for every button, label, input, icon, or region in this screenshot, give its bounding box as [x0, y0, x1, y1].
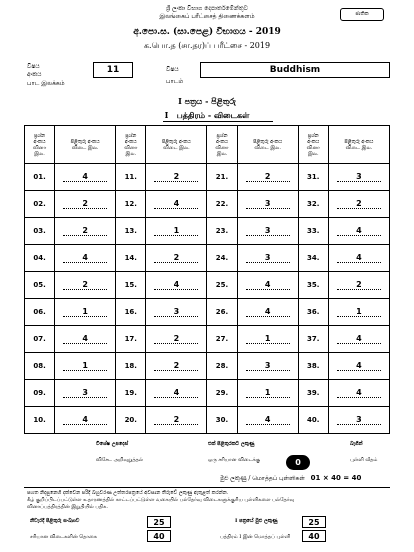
table-row	[25, 380, 390, 407]
answer-value: 4	[63, 172, 107, 182]
table-row	[25, 164, 390, 191]
table-row	[25, 407, 390, 434]
question-number: 05.	[25, 272, 55, 299]
answer-value: 1	[246, 388, 290, 398]
answer-value: 4	[63, 334, 107, 344]
table-row	[25, 191, 390, 218]
header-line: පිළිතුරු අංකය	[161, 138, 191, 145]
answer-value: 4	[154, 199, 198, 209]
answer-value: 4	[337, 388, 381, 398]
subject-label-si: විෂය	[166, 66, 179, 73]
header-line: අංකය	[124, 138, 137, 145]
question-number: 25.	[207, 272, 237, 299]
answer-value: 3	[63, 388, 107, 398]
correct-count-denominator: 40	[147, 530, 171, 542]
exam-title-sinhala: අ.පො.ස. (සා.පෙළ) විභාගය - 2019	[133, 27, 281, 37]
answer-number-header	[55, 126, 116, 164]
answer-value: 2	[63, 280, 107, 290]
correct-count-label-ta: சரியான விடைகளின் தொகை	[30, 534, 97, 540]
table-row	[25, 218, 390, 245]
answer-value: 4	[63, 253, 107, 263]
answer-value: 4	[154, 388, 198, 398]
answer-cell	[55, 299, 116, 326]
question-number: 01.	[25, 164, 55, 191]
header-line: ප්‍රශ්න	[216, 132, 228, 139]
header-line: අංකය	[216, 138, 229, 145]
answer-cell	[146, 164, 207, 191]
answer-value: 2	[63, 226, 107, 236]
answer-cell	[55, 272, 116, 299]
answer-cell	[55, 353, 116, 380]
answer-cell	[146, 218, 207, 245]
header-line: ප්‍රශ්න	[34, 132, 46, 139]
answer-cell	[328, 218, 389, 245]
answer-value: 3	[246, 253, 290, 263]
header-line: விடை இல.	[345, 144, 373, 151]
answer-value: 3	[246, 361, 290, 371]
answer-cell	[328, 299, 389, 326]
answer-value: 1	[337, 307, 381, 317]
answer-cell	[237, 380, 298, 407]
answer-value: 1	[154, 226, 198, 236]
answer-value: 4	[246, 415, 290, 425]
answer-cell	[146, 272, 207, 299]
header-line: இல.	[125, 150, 137, 157]
answer-value: 4	[246, 280, 290, 290]
question-number: 16.	[116, 299, 146, 326]
answer-cell	[55, 245, 116, 272]
marks-each-ta: புள்ளி வீதம்	[350, 457, 378, 463]
note-tamil-line1: கீழ் குறிப்பிடப்பட்டுள்ள உதாரணத்தில் காட்டப்பட்டுள்ள வகையில் பல்தேர்வு விடைகளுக்குரிய புள்ளிகளை பல்தேர்வு	[27, 497, 295, 503]
question-number-header	[25, 126, 55, 164]
marks-per-answer-badge: 0	[286, 455, 310, 470]
answer-cell	[328, 245, 389, 272]
answer-cell	[146, 353, 207, 380]
question-number: 02.	[25, 191, 55, 218]
answer-cell	[237, 218, 298, 245]
question-number: 13.	[116, 218, 146, 245]
header-line: விடை இல.	[254, 144, 281, 151]
question-number: 22.	[207, 191, 237, 218]
question-number: 34.	[298, 245, 328, 272]
answer-cell	[146, 299, 207, 326]
answer-number-header	[237, 126, 298, 164]
special-instructions-ta: விசேட அறிவுறுத்தல்	[96, 457, 144, 463]
question-number: 09.	[25, 380, 55, 407]
answer-cell	[55, 218, 116, 245]
answer-cell	[55, 164, 116, 191]
question-number: 08.	[25, 353, 55, 380]
question-number: 31.	[298, 164, 328, 191]
header-line: අංකය	[33, 138, 46, 145]
answer-cell	[328, 164, 389, 191]
answer-cell	[146, 380, 207, 407]
total-marks-line: මුළු ලකුණු / மொத்தப் புள்ளிகள் 01 × 40 = 40	[220, 474, 362, 482]
answer-cell	[146, 245, 207, 272]
paper1-total-numerator: 25	[302, 516, 326, 528]
answer-table	[24, 125, 390, 434]
question-number: 06.	[25, 299, 55, 326]
answer-cell	[328, 191, 389, 218]
question-number: 37.	[298, 326, 328, 353]
one-correct-si: එක් පිළිතුරකට ලකුණු	[208, 441, 255, 447]
answer-cell	[328, 353, 389, 380]
header-line: පිළිතුරු අංකය	[253, 138, 283, 145]
department-name-sinhala: ශ්‍රී ලංකා විභාග දෙපාර්තමේන්තුව	[165, 5, 248, 12]
answer-value: 2	[154, 415, 198, 425]
header-line: வினா	[32, 144, 47, 151]
table-row	[25, 272, 390, 299]
question-number: 10.	[25, 407, 55, 434]
subject-name: Buddhism	[269, 65, 321, 75]
stamp-box: ජාතික	[340, 8, 384, 21]
answer-value: 1	[63, 361, 107, 371]
answer-cell	[328, 380, 389, 407]
answer-value: 3	[246, 199, 290, 209]
answer-cell	[237, 299, 298, 326]
table-row	[25, 245, 390, 272]
answer-value: 3	[337, 172, 381, 182]
paper1-total-label-si: I පත්‍රයේ මුළු ලකුණු	[235, 518, 278, 524]
question-number: 26.	[207, 299, 237, 326]
question-number: 18.	[116, 353, 146, 380]
header-line: வினா	[306, 144, 320, 151]
question-number: 12.	[116, 191, 146, 218]
question-number: 24.	[207, 245, 237, 272]
answer-cell	[55, 191, 116, 218]
question-number: 04.	[25, 245, 55, 272]
header-line: අංකය	[307, 138, 320, 145]
answer-cell	[237, 245, 298, 272]
answer-value: 2	[337, 280, 381, 290]
answer-number-header	[146, 126, 207, 164]
answer-value: 4	[154, 280, 198, 290]
header-line: வினா	[215, 144, 229, 151]
answer-value: 4	[337, 253, 381, 263]
question-number: 23.	[207, 218, 237, 245]
question-number: 33.	[298, 218, 328, 245]
header-line: පිළිතුරු අංකය	[70, 138, 100, 145]
marks-each-si: බැගින්	[350, 441, 363, 447]
subject-number: 11	[106, 65, 120, 75]
note-sinhala: පහත නිදසුනෙහි දක්වෙන පරිදි බහුවරණ උත්තරපත්‍රයේ අවසාන තීරුවේ ලකුණු ඇතුළත් කරන්න.	[27, 490, 229, 496]
special-instructions-si: විශේෂ උපදෙස්	[96, 441, 129, 447]
answer-value: 4	[337, 334, 381, 344]
answer-value: 4	[63, 415, 107, 425]
header-line: ප්‍රශ්න	[307, 132, 319, 139]
answer-table-header	[25, 126, 390, 164]
answer-value: 2	[154, 172, 198, 182]
answer-value: 1	[63, 307, 107, 317]
answer-cell	[237, 272, 298, 299]
header-line: விடை இல.	[71, 144, 99, 151]
answer-cell	[328, 407, 389, 434]
question-number: 30.	[207, 407, 237, 434]
question-number: 29.	[207, 380, 237, 407]
subject-label-ta: பாடம்	[166, 78, 184, 85]
question-number: 32.	[298, 191, 328, 218]
subject-no-label-ta: பாட இலக்கம்	[27, 80, 65, 87]
answer-value: 2	[337, 199, 381, 209]
answer-value: 1	[246, 334, 290, 344]
question-number: 28.	[207, 353, 237, 380]
paper-title-sinhala: I පත්‍රය - පිළිතුරු	[178, 96, 236, 106]
answer-value: 3	[337, 415, 381, 425]
answer-cell	[146, 407, 207, 434]
answer-cell	[237, 191, 298, 218]
answer-cell	[237, 353, 298, 380]
answer-value: 3	[154, 307, 198, 317]
paper-title-tamil: I பத்திரம் - விடைகள்	[164, 110, 250, 120]
question-number: 03.	[25, 218, 55, 245]
subject-no-label-si: විෂය අංකය	[27, 63, 42, 78]
answer-cell	[55, 326, 116, 353]
paper1-total-label-ta: பத்திரம் I இன் மொத்தப் புள்ளி	[220, 534, 291, 540]
answer-number-header	[328, 126, 389, 164]
question-number: 21.	[207, 164, 237, 191]
question-number: 35.	[298, 272, 328, 299]
answer-value: 4	[246, 307, 290, 317]
answer-cell	[237, 407, 298, 434]
question-number-header	[207, 126, 237, 164]
header-line: இல.	[216, 150, 228, 157]
header-line: இல.	[34, 150, 45, 157]
answer-cell	[237, 164, 298, 191]
answer-cell	[55, 380, 116, 407]
answer-cell	[146, 191, 207, 218]
one-correct-ta: ஒரு சரியான விடைக்கு	[208, 457, 261, 463]
header-line: ප්‍රශ්න	[125, 132, 137, 139]
answer-value: 3	[246, 226, 290, 236]
question-number: 07.	[25, 326, 55, 353]
answer-cell	[328, 272, 389, 299]
question-number: 38.	[298, 353, 328, 380]
correct-count-label-si: නිවැරදි පිළිතුරු සංඛ්‍යාව	[30, 518, 80, 524]
question-number: 40.	[298, 407, 328, 434]
table-row	[25, 299, 390, 326]
exam-title-tamil: க.பொ.த (சா.தர)ப் பரீட்சை - 2019	[143, 41, 271, 50]
answer-cell	[55, 407, 116, 434]
correct-count-numerator: 25	[147, 516, 171, 528]
answer-cell	[328, 326, 389, 353]
answer-cell	[237, 326, 298, 353]
answer-value: 4	[337, 226, 381, 236]
question-number-header	[116, 126, 146, 164]
answer-value: 2	[63, 199, 107, 209]
question-number: 39.	[298, 380, 328, 407]
answer-value: 2	[246, 172, 290, 182]
paper1-total-denominator: 40	[302, 530, 326, 542]
question-number: 11.	[116, 164, 146, 191]
question-number: 19.	[116, 380, 146, 407]
department-name-tamil: இலங்கைப் பரீட்சைத் திணைக்களம்	[159, 13, 255, 20]
header-line: இல.	[307, 150, 319, 157]
header-line: පිළිතුරු අංකය	[344, 138, 374, 145]
header-line: விடை இல.	[163, 144, 190, 151]
header-line: வினா	[124, 144, 138, 151]
question-number: 15.	[116, 272, 146, 299]
question-number: 14.	[116, 245, 146, 272]
question-number: 17.	[116, 326, 146, 353]
question-number: 27.	[207, 326, 237, 353]
answer-value: 2	[154, 361, 198, 371]
question-number: 20.	[116, 407, 146, 434]
answer-value: 4	[337, 361, 381, 371]
table-row	[25, 326, 390, 353]
footer-divider	[24, 487, 390, 488]
table-row	[25, 353, 390, 380]
question-number-header	[298, 126, 328, 164]
note-tamil-line2: வினாப்பத்திரத்தின் இறுதியில் பதிக.	[27, 504, 108, 510]
title-underline	[163, 121, 273, 122]
question-number: 36.	[298, 299, 328, 326]
answer-value: 2	[154, 253, 198, 263]
answer-value: 2	[154, 334, 198, 344]
answer-table-body	[25, 164, 390, 434]
answer-cell	[146, 326, 207, 353]
